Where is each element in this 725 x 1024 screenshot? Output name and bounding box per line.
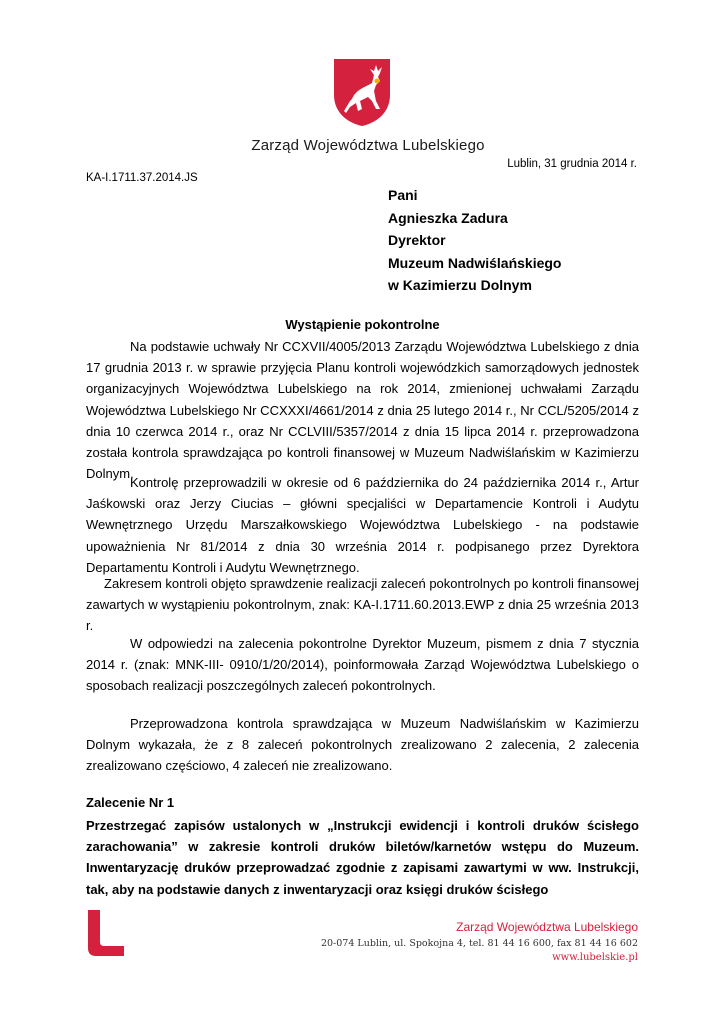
addressee-block — [388, 184, 561, 297]
addressee-location: w Kazimierzu Dolnym — [388, 277, 532, 293]
addressee-salutation: Pani — [388, 187, 418, 203]
footer-address: 20-074 Lublin, ul. Spokojna 4, tel. 81 44 16 600, fax 81 44 16 602 — [320, 938, 638, 949]
reference-number: KA-I.1711.37.2014.JS — [86, 172, 198, 184]
paragraph-text: Na podstawie uchwały Nr CCXVII/4005/2013 Zarządu Województwa Lubelskiego z dnia 17 grudnia 2013 r. w sprawie przyjęcia Planu kontroli wojewódzkich samorządowych jednostek organizacyjnych Województwa Lubelskiego na rok 2014, zmienionej uchwałami Zarządu Województwa Lubelskiego Nr CCXXXI/4661/2014 z dnia 25 lutego 2014 r., Nr CCL/5205/2014 z dnia 10 czerwca 2014 r., oraz Nr CCLVIII/5357/2014 z dnia 15 lipca 2014 r. przeprowadzona została kontrola sprawdzająca po kontroli finansowej w Muzeum Nadwiślańskim w Kazimierzu Dolnym. — [86, 339, 639, 482]
body-paragraph — [86, 573, 639, 637]
recommendation-heading: Zalecenie Nr 1 — [86, 795, 175, 810]
footer-website-link[interactable]: www.lubelskie.pl — [552, 952, 638, 963]
recommendation-text: Przestrzegać zapisów ustalonych w „Instrukcji ewidencji i kontroli druków ścisłego zarachowania” w zakresie kontroli druków biletów/karnetów wstępu do Muzeum. Inwentaryzację druków przeprowadzać zgodnie z zapisami zawartymi w ww. Instrukcji, tak, aby na podstawie danych z inwentaryzacji oraz księgi druków ścisłego — [86, 818, 639, 897]
document-title: Wystąpienie pokontrolne — [285, 317, 440, 332]
addressee-name: Agnieszka Zadura — [388, 209, 508, 226]
body-paragraph — [86, 633, 639, 697]
body-paragraph — [86, 472, 639, 578]
footer-organization: Zarząd Województwa Lubelskiego — [456, 920, 638, 934]
body-paragraph — [86, 336, 639, 484]
paragraph-text: Zakresem kontroli objęto sprawdzenie realizacji zaleceń pokontrolnych po kontroli finansowej zawartych w wystąpieniu pokontrolnym, znak: KA-I.1711.60.2013.EWP z dnia 25 września 2013 r. — [86, 576, 639, 634]
paragraph-text: W odpowiedzi na zalecenia pokontrolne Dyrektor Muzeum, pismem z dnia 7 stycznia 2014 r. (znak: MNK-III- 0910/1/20/2014), poinformowała Zarząd Województwa Lubelskiego o sposobach realizacji poszczególnych zaleceń pokontrolnych. — [86, 636, 639, 694]
addressee-position: Dyrektor — [388, 232, 446, 248]
paragraph-text: Kontrolę przeprowadzili w okresie od 6 października do 24 października 2014 r., Artur Jaśkowski oraz Jerzy Ciucias – główni specjaliści w Departamencie Kontroli i Audytu Wewnętrznego Urzędu Marszałkowskiego Województwa Lubelskiego - na podstawie upoważnienia Nr 81/2014 z dnia 30 września 2014 r. podpisanego przez Dyrektora Departamentu Kontroli i Audytu Wewnętrznego. — [86, 475, 639, 575]
coat-of-arms-icon — [332, 57, 392, 127]
letter-date: Lublin, 31 grudnia 2014 r. — [507, 158, 637, 170]
body-paragraph — [86, 713, 639, 777]
organization-title: Zarząd Województwa Lubelskiego — [251, 137, 485, 154]
lubelskie-logo-icon — [86, 908, 126, 958]
paragraph-text: Przeprowadzona kontrola sprawdzająca w Muzeum Nadwiślańskim w Kazimierzu Dolnym wykazała, że z 8 zaleceń pokontrolnych zrealizowano 2 zalecenia, 2 zalecenia zrealizowano częściowo, 4 zaleceń nie zrealizowano. — [86, 716, 639, 774]
addressee-institution: Muzeum Nadwiślańskiego — [388, 254, 562, 271]
